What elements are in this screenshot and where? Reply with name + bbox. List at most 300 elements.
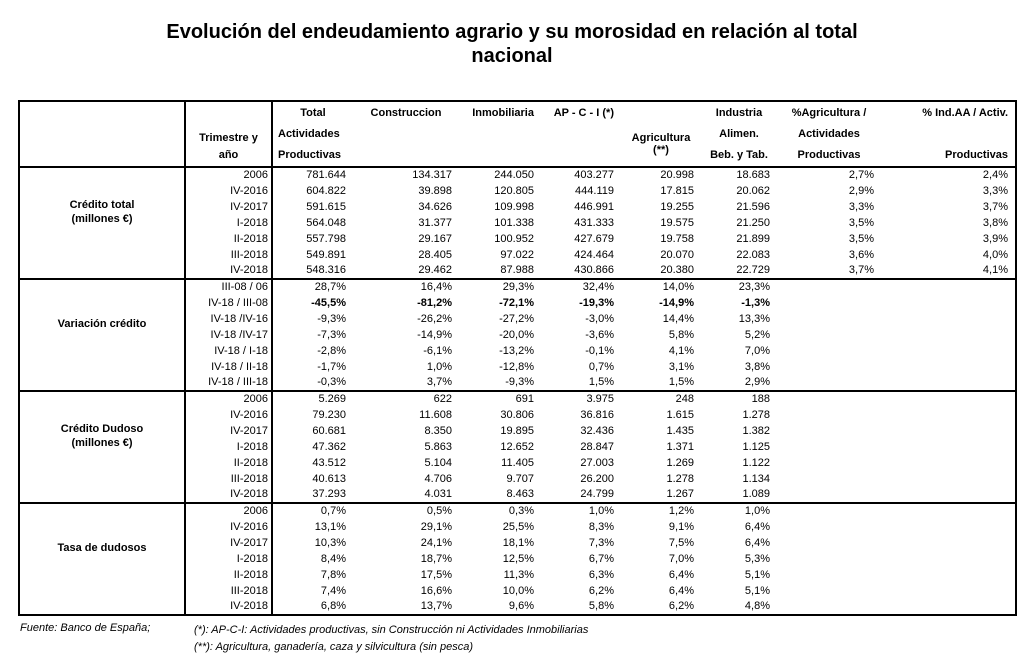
cell-period: I-2018 — [185, 215, 272, 231]
cell-value: 1.615 — [666, 408, 694, 421]
cell-value: -0,3% — [317, 376, 346, 388]
header-row — [19, 101, 1016, 167]
cell-value: 1.125 — [742, 440, 770, 453]
cell-value: 1.269 — [666, 456, 694, 469]
cell-value: -12,8% — [499, 360, 534, 373]
cell-value — [777, 375, 881, 391]
cell-value — [777, 599, 881, 615]
cell-value: 4,8% — [744, 600, 770, 612]
cell-value: 16,4% — [420, 281, 452, 293]
cell-value — [881, 311, 1016, 327]
cell-value: 32,4% — [582, 281, 614, 293]
cell-period: III-2018 — [185, 471, 272, 487]
cell-value: 97.022 — [500, 248, 534, 261]
cell-value: 1.278 — [666, 472, 694, 485]
cell-value — [777, 359, 881, 375]
cell-value: 87.988 — [500, 264, 534, 276]
cell-value: 12.652 — [500, 440, 534, 453]
cell-period: 2006 — [185, 391, 272, 407]
cell-value: 20.380 — [660, 264, 694, 276]
cell-value: 31.377 — [418, 216, 452, 229]
table-row — [19, 391, 1016, 407]
cell-value: 1,0% — [744, 505, 770, 517]
cell-value: 7,3% — [588, 536, 614, 549]
row-group-label — [19, 391, 185, 503]
cell-value: 3,7% — [982, 200, 1008, 213]
row-group — [19, 167, 1016, 279]
cell-period: IV-2017 — [185, 535, 272, 551]
cell-value — [881, 439, 1016, 455]
cell-value: 13,7% — [420, 600, 452, 612]
cell-value: 781.644 — [306, 169, 346, 181]
cell-value: 3,1% — [668, 360, 694, 373]
cell-period: II-2018 — [185, 231, 272, 247]
cell-value — [881, 295, 1016, 311]
cell-period: IV-18 /IV-16 — [185, 311, 272, 327]
cell-value: 622 — [433, 393, 452, 405]
cell-value: 29,1% — [420, 520, 452, 533]
col-header-industria-alimentacion — [701, 101, 777, 167]
cell-value: 1.278 — [742, 408, 770, 421]
cell-value: 13,3% — [738, 312, 770, 325]
cell-value: 6,4% — [668, 584, 694, 597]
page-title-line-2: nacional — [471, 45, 553, 67]
cell-value: 3,6% — [848, 248, 874, 261]
cell-value — [881, 567, 1016, 583]
cell-period: III-2018 — [185, 247, 272, 263]
cell-period: I-2018 — [185, 551, 272, 567]
col-header-text: AP - C - I (*) — [553, 106, 614, 119]
cell-value — [777, 279, 881, 295]
cell-value: 6,4% — [744, 536, 770, 549]
cell-value: 14,0% — [662, 281, 694, 293]
cell-value: 0,3% — [508, 505, 534, 517]
cell-value: 20.062 — [736, 184, 770, 197]
cell-value: 20.070 — [660, 248, 694, 261]
cell-value: 37.293 — [312, 488, 346, 500]
cell-period: IV-18 /IV-17 — [185, 327, 272, 343]
cell-value: 9.707 — [506, 472, 534, 485]
cell-value: 5,8% — [588, 600, 614, 612]
col-header-text: Agricultura — [631, 132, 691, 144]
cell-value — [777, 295, 881, 311]
cell-value: 10,3% — [314, 536, 346, 549]
cell-value: 3,9% — [982, 232, 1008, 245]
cell-value — [881, 471, 1016, 487]
row-group-label — [19, 503, 185, 615]
page-title-line-1: Evolución del endeudamiento agrario y su morosidad en relación al total — [166, 21, 858, 43]
cell-value: 5,3% — [744, 552, 770, 565]
cell-value — [777, 535, 881, 551]
cell-value: -72,1% — [499, 296, 534, 309]
cell-value: 549.891 — [306, 248, 346, 261]
cell-period: III-2018 — [185, 583, 272, 599]
cell-value: 431.333 — [574, 216, 614, 229]
cell-value: 3,8% — [744, 360, 770, 373]
cell-value: 24,1% — [420, 536, 452, 549]
cell-value: 9,6% — [508, 600, 534, 612]
cell-value: 120.805 — [494, 184, 534, 197]
cell-value: 7,0% — [744, 344, 770, 357]
cell-value: 3.975 — [586, 393, 614, 405]
cell-value: 10,0% — [502, 584, 534, 597]
cell-value: 16,6% — [420, 584, 452, 597]
cell-period: IV-2017 — [185, 199, 272, 215]
cell-value: 20.998 — [660, 169, 694, 181]
col-header-agricultura — [621, 101, 701, 167]
cell-value — [777, 439, 881, 455]
cell-value: -45,5% — [311, 296, 346, 309]
cell-value — [881, 343, 1016, 359]
cell-value — [881, 599, 1016, 615]
table-row — [19, 503, 1016, 519]
cell-value: 2,7% — [848, 169, 874, 181]
cell-value: 29.462 — [418, 264, 452, 276]
cell-value: 134.317 — [412, 169, 452, 181]
cell-value: 430.866 — [574, 264, 614, 276]
cell-value: 424.464 — [574, 248, 614, 261]
cell-value: 11.608 — [419, 408, 452, 421]
cell-value: 7,5% — [668, 536, 694, 549]
cell-value: 13,1% — [314, 520, 346, 533]
col-header-text: Productivas — [278, 148, 341, 161]
cell-value: 1,5% — [588, 376, 614, 388]
cell-value: 6,3% — [588, 568, 614, 581]
cell-value — [777, 407, 881, 423]
cell-value: 5,1% — [744, 584, 770, 597]
cell-period: IV-2018 — [185, 487, 272, 503]
cell-value: 1.122 — [742, 456, 770, 469]
cell-value — [777, 327, 881, 343]
cell-value: 32.436 — [580, 424, 614, 437]
table-row — [19, 279, 1016, 295]
cell-value: 29.167 — [418, 232, 452, 245]
col-header-text: % Ind.AA / Activ. — [922, 106, 1008, 119]
cell-value: 9,1% — [668, 520, 694, 533]
cell-value: -20,0% — [499, 328, 534, 341]
cell-value: 244.050 — [494, 169, 534, 181]
cell-value: 17.815 — [660, 184, 694, 197]
cell-value: 22.729 — [736, 264, 770, 276]
col-header-text: Productivas — [945, 148, 1008, 161]
cell-value: 2,9% — [848, 184, 874, 197]
footnotes — [194, 622, 588, 656]
row-group-label — [19, 279, 185, 391]
cell-value — [881, 503, 1016, 519]
cell-value: 6,8% — [320, 600, 346, 612]
col-header-ap-c-i — [541, 101, 621, 167]
cell-value: 6,2% — [668, 600, 694, 612]
cell-value: 3,8% — [982, 216, 1008, 229]
cell-value: 3,3% — [982, 184, 1008, 197]
cell-value: 11.405 — [501, 456, 534, 469]
cell-value: 8.463 — [506, 488, 534, 500]
cell-period: IV-2017 — [185, 423, 272, 439]
cell-value: 100.952 — [494, 232, 534, 245]
cell-value: 19.758 — [660, 232, 694, 245]
cell-value: 548.316 — [306, 264, 346, 276]
cell-value: 1,0% — [426, 360, 452, 373]
cell-value: 3,5% — [848, 232, 874, 245]
cell-value — [777, 519, 881, 535]
cell-value: 28,7% — [314, 281, 346, 293]
col-header-construccion — [353, 101, 459, 167]
cell-value: 7,8% — [320, 568, 346, 581]
cell-value: -81,2% — [417, 296, 452, 309]
cell-value: 5,8% — [668, 328, 694, 341]
cell-value: 26.200 — [580, 472, 614, 485]
cell-value: 18,7% — [420, 552, 452, 565]
cell-value: -7,3% — [317, 328, 346, 341]
col-header-text: Construccion — [370, 106, 442, 119]
cell-value: 21.596 — [736, 200, 770, 213]
col-header-text: Productivas — [797, 148, 861, 161]
cell-value: 24.799 — [580, 488, 614, 500]
cell-value: 604.822 — [306, 184, 346, 197]
cell-value: 34.626 — [418, 200, 452, 213]
cell-value — [777, 343, 881, 359]
cell-value: -27,2% — [499, 312, 534, 325]
cell-value: 3,7% — [848, 264, 874, 276]
row-group-label-text: Crédito Dudoso — [60, 423, 144, 435]
cell-value: 36.816 — [580, 408, 614, 421]
cell-value: 1.134 — [742, 472, 770, 485]
col-header-pct-agricultura — [777, 101, 881, 167]
cell-value: 14,4% — [662, 312, 694, 325]
col-header-trimestre-line1: Trimestre y — [199, 132, 258, 144]
cell-value — [881, 279, 1016, 295]
cell-value: 29,3% — [502, 281, 534, 293]
cell-period: IV-2016 — [185, 407, 272, 423]
cell-value: 6,2% — [588, 584, 614, 597]
row-group-label-text: Crédito total — [69, 199, 135, 211]
row-group-label-text: Variación crédito — [57, 318, 147, 330]
cell-value: 25,5% — [502, 520, 534, 533]
cell-value — [881, 535, 1016, 551]
cell-value: 4.031 — [424, 488, 452, 500]
page-title — [0, 20, 1024, 68]
cell-value: 7,0% — [668, 552, 694, 565]
cell-value: -1,7% — [317, 360, 346, 373]
cell-value — [881, 407, 1016, 423]
cell-value: 8,4% — [320, 552, 346, 565]
col-header-text: Alimen. — [719, 127, 759, 140]
cell-value: 0,5% — [426, 505, 452, 517]
col-header-pct-ind-aa — [881, 101, 1016, 167]
cell-value: 4,1% — [668, 344, 694, 357]
table-row — [19, 167, 1016, 183]
cell-value: -0,1% — [585, 344, 614, 357]
cell-value: 2,4% — [982, 169, 1008, 181]
cell-value: 5,1% — [744, 568, 770, 581]
cell-value: 446.991 — [574, 200, 614, 213]
cell-value: 27.003 — [580, 456, 614, 469]
cell-period: 2006 — [185, 503, 272, 519]
cell-period: II-2018 — [185, 567, 272, 583]
cell-value: 591.615 — [306, 200, 346, 213]
cell-value: 23,3% — [738, 281, 770, 293]
cell-value — [777, 423, 881, 439]
col-header-text: (**) — [653, 144, 669, 156]
cell-value: 40.613 — [312, 472, 346, 485]
col-header-text: Total — [300, 106, 326, 119]
cell-value: 6,4% — [668, 568, 694, 581]
row-group — [19, 279, 1016, 391]
cell-value: 60.681 — [312, 424, 346, 437]
cell-value: 3,7% — [426, 376, 452, 388]
cell-value — [881, 391, 1016, 407]
cell-value: 47.362 — [312, 440, 346, 453]
cell-value: 188 — [751, 393, 770, 405]
cell-value: 5,2% — [744, 328, 770, 341]
cell-value — [777, 567, 881, 583]
cell-value: 28.847 — [580, 440, 614, 453]
cell-value: -3,0% — [585, 312, 614, 325]
row-group-sublabel-text: (millones €) — [71, 437, 133, 449]
cell-value: -9,3% — [317, 312, 346, 325]
cell-value: 1.371 — [666, 440, 694, 453]
cell-value: 564.048 — [306, 216, 346, 229]
row-group-sublabel-text: (millones €) — [71, 213, 133, 225]
cell-value: -14,9% — [417, 328, 452, 341]
col-header-text: Actividades — [798, 127, 860, 140]
row-group-label-text: Tasa de dudosos — [57, 542, 147, 554]
cell-period: IV-18 / I-18 — [185, 343, 272, 359]
cell-value: 19.575 — [660, 216, 694, 229]
col-header-inmobiliaria — [459, 101, 541, 167]
cell-period: III-08 / 06 — [185, 279, 272, 295]
cell-value: 21.899 — [736, 232, 770, 245]
cell-period: IV-2016 — [185, 519, 272, 535]
cell-value — [881, 455, 1016, 471]
col-header-total-actividades — [272, 101, 353, 167]
cell-value: 6,7% — [588, 552, 614, 565]
cell-value — [777, 583, 881, 599]
cell-value — [881, 423, 1016, 439]
cell-value — [777, 503, 881, 519]
cell-value: -19,3% — [579, 296, 614, 309]
cell-value: 248 — [675, 393, 694, 405]
cell-period: IV-18 / III-18 — [185, 375, 272, 391]
cell-value: 21.250 — [736, 216, 770, 229]
cell-value: 19.895 — [500, 424, 534, 437]
cell-value: 1.267 — [666, 488, 694, 500]
cell-value — [881, 583, 1016, 599]
cell-period: IV-18 / III-08 — [185, 295, 272, 311]
cell-value: 19.255 — [660, 200, 694, 213]
cell-value: -14,9% — [659, 296, 694, 309]
cell-value: 444.119 — [575, 184, 614, 197]
cell-value: 8.350 — [424, 424, 452, 437]
col-header-trimestre — [185, 101, 272, 167]
cell-value — [881, 551, 1016, 567]
cell-value: -6,1% — [423, 344, 452, 357]
cell-period: 2006 — [185, 167, 272, 183]
row-group — [19, 503, 1016, 615]
cell-value — [777, 391, 881, 407]
cell-value: 39.898 — [418, 184, 452, 197]
cell-value: 11,3% — [503, 568, 534, 581]
data-table — [18, 100, 1017, 616]
cell-value — [881, 519, 1016, 535]
row-group — [19, 391, 1016, 503]
cell-value: 101.338 — [494, 216, 534, 229]
cell-value: 1,2% — [668, 505, 694, 517]
cell-value: 427.679 — [574, 232, 614, 245]
cell-value: -26,2% — [417, 312, 452, 325]
cell-value — [777, 455, 881, 471]
cell-value: 1,5% — [668, 376, 694, 388]
cell-value — [777, 311, 881, 327]
cell-value: 30.806 — [500, 408, 534, 421]
cell-value: 18.683 — [736, 169, 770, 181]
cell-period: IV-2016 — [185, 183, 272, 199]
col-header-rowgroup — [19, 101, 185, 167]
cell-value: -9,3% — [505, 376, 534, 388]
cell-value: 1.382 — [742, 424, 770, 437]
cell-value: 3,3% — [848, 200, 874, 213]
cell-value: 0,7% — [588, 360, 614, 373]
col-header-text: Actividades — [278, 127, 340, 140]
cell-value: 6,4% — [744, 520, 770, 533]
cell-value: 3,5% — [848, 216, 874, 229]
col-header-text: Industria — [715, 106, 763, 119]
cell-period: IV-2018 — [185, 263, 272, 279]
col-header-text: Beb. y Tab. — [710, 148, 768, 161]
cell-value: 22.083 — [736, 248, 770, 261]
cell-period: IV-18 / II-18 — [185, 359, 272, 375]
footnote-2: (**): Agricultura, ganadería, caza y silvicultura (sin pesca) — [194, 641, 473, 653]
cell-value: 28.405 — [418, 248, 452, 261]
cell-value: 12,5% — [502, 552, 534, 565]
cell-value: 8,3% — [588, 520, 614, 533]
cell-value: 18,1% — [502, 536, 534, 549]
cell-value: 0,7% — [320, 505, 346, 517]
cell-value: 1,0% — [588, 505, 614, 517]
cell-value — [881, 375, 1016, 391]
cell-value — [881, 359, 1016, 375]
cell-value: 5.863 — [424, 440, 452, 453]
cell-value: 1.089 — [742, 488, 770, 500]
cell-value: 79.230 — [312, 408, 346, 421]
cell-value: 43.512 — [312, 456, 346, 469]
col-header-trimestre-line2: año — [218, 148, 239, 161]
cell-value: 7,4% — [320, 584, 346, 597]
cell-value — [777, 487, 881, 503]
cell-value — [777, 551, 881, 567]
cell-value: 5.104 — [424, 456, 452, 469]
cell-value: -3,6% — [585, 328, 614, 341]
cell-value: 403.277 — [574, 169, 614, 181]
cell-value: -2,8% — [317, 344, 346, 357]
cell-value: 2,9% — [744, 376, 770, 388]
cell-value: -1,3% — [741, 296, 770, 309]
cell-value: 4.706 — [424, 472, 452, 485]
cell-value: 5.269 — [318, 393, 346, 405]
table-header — [19, 101, 1016, 167]
col-header-text: Inmobiliaria — [472, 106, 534, 119]
source-note: Fuente: Banco de España; — [20, 622, 151, 634]
cell-value: 691 — [515, 393, 534, 405]
cell-value: 109.998 — [494, 200, 534, 213]
cell-period: IV-2018 — [185, 599, 272, 615]
cell-period: I-2018 — [185, 439, 272, 455]
cell-period: II-2018 — [185, 455, 272, 471]
cell-value: 17,5% — [420, 568, 452, 581]
cell-value — [881, 487, 1016, 503]
cell-value: 557.798 — [306, 232, 346, 245]
cell-value — [881, 327, 1016, 343]
